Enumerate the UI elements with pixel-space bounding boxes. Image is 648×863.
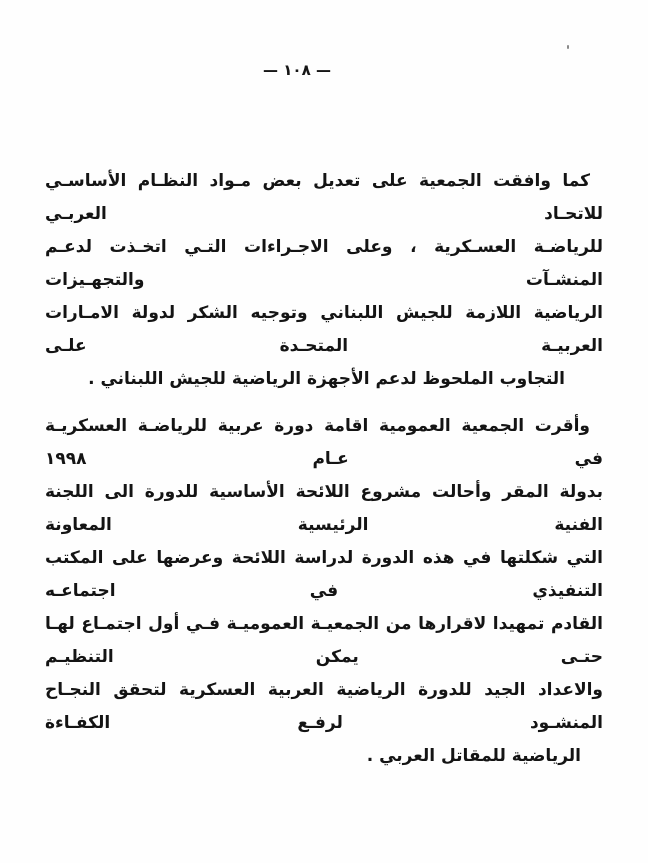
text-line: القادم تمهيدا لاقرارها من الجمعيـة العموميـة فـي أول اجتمـاع لهـا حتـى يمكن التنظيـم (45, 614, 603, 667)
page-number: — ١٠٨ — (263, 61, 331, 79)
text-line: بدولة المقر وأحالت مشروع اللائحة الأساسية للدورة الى اللجنة الفنية الرئيسية المعاونة (45, 482, 603, 535)
text-line: الرياضية للمقاتل العربي . (366, 746, 581, 766)
text-line: التي شكلتها في هذه الدورة لدراسة اللائحة وعرضها على المكتب التنفيذي في اجتماعـه (45, 548, 603, 601)
text-line: التجاوب الملحوظ لدعم الأجهزة الرياضية للجيش اللبناني . (88, 369, 565, 389)
document-body (45, 165, 603, 773)
text-line: للرياضـة العسـكرية ، وعلى الاجـراءات التـي اتخـذت لدعـم المنشـآت والتجهـيزات (45, 237, 603, 290)
scan-artifact-dot (567, 45, 569, 49)
paragraph-1 (45, 165, 603, 396)
text-line: والاعداد الجيد للدورة الرياضية العربية العسكرية لتحقق النجـاح المنشـود لرفـع الكفـاءة (45, 680, 603, 733)
text-line: الرياضية اللازمة للجيش اللبناني وتوجيه الشكر لدولة الامـارات العربيـة المتحـدة علـى (45, 303, 603, 356)
paragraph-2 (45, 410, 603, 773)
text-line: وأقرت الجمعية العمومية اقامة دورة عربية للرياضـة العسكريـة في عـام ١٩٩٨ (45, 416, 603, 469)
text-line: كما وافقت الجمعية على تعديل بعض مـواد النظـام الأساسـي للاتحـاد العربـي (45, 171, 603, 224)
